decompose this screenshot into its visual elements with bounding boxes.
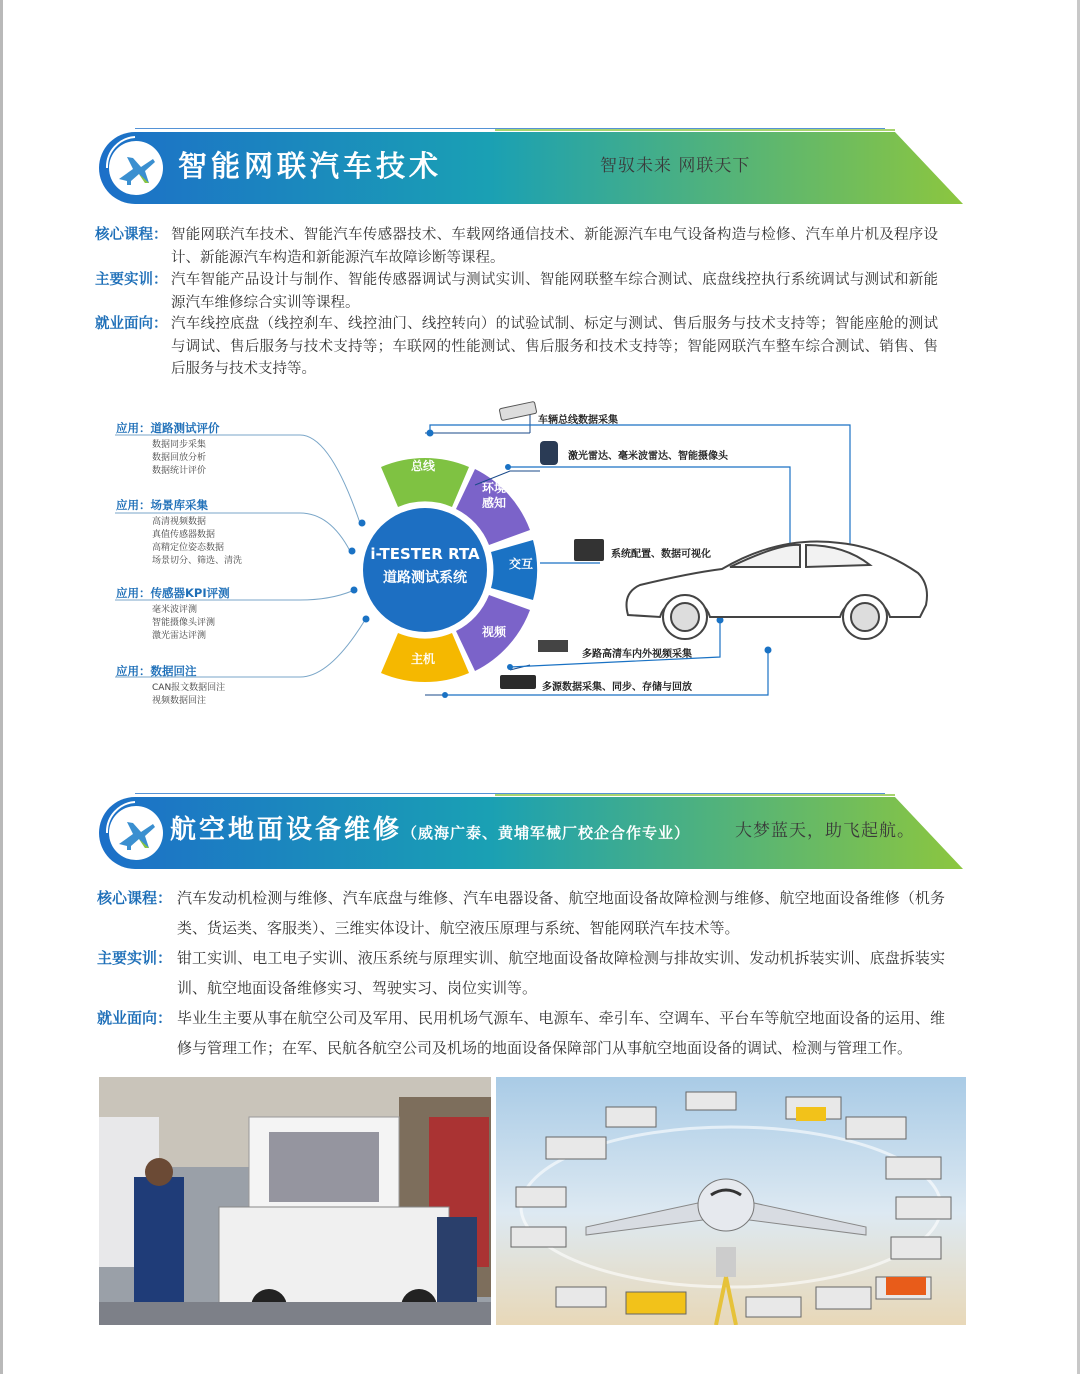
main-practice-label: 主要实训： [97, 949, 173, 967]
app-data-inject-title: 应用：数据回注 [116, 664, 197, 678]
app-road-test-item: 数据同步采集 [152, 440, 207, 450]
app-scenario-item: 场景切分、筛选、清洗 [152, 556, 243, 566]
segment-video-label: 视频 [482, 625, 507, 639]
app-road-test-item: 数据统计评价 [152, 466, 207, 476]
core-courses-label: 核心课程： [97, 889, 173, 907]
display-device-icon [574, 539, 604, 561]
section2-banner [95, 793, 965, 871]
employment-label: 就业面向： [95, 316, 168, 332]
segment-env-label-1: 环境 [482, 481, 507, 495]
ground-equipment-photo [496, 1077, 966, 1325]
section2-slogan: 大梦蓝天，助飞起航。 [735, 821, 915, 841]
device-video-label: 多路高清车内外视频采集 [582, 649, 692, 660]
radar-device-icon [540, 441, 558, 465]
rta-system-diagram [100, 395, 940, 725]
employment-text: 汽车线控底盘（线控刹车、线控油门、线控转向）的试验试制、标定与测试、售后服务与技术支持等；智能座舱的测试与调试、售后服务与技术支持等；车联网的性能测试、售后服务和技术支持等；智能网联汽车整车综合测试、销售、售后服务与技术支持等。 [171, 316, 938, 377]
main-practice-text: 汽车智能产品设计与制作、智能传感器调试与测试实训、智能网联整车综合测试、底盘线控执行系统调试与测试和新能源汽车维修综合实训等课程。 [171, 272, 938, 311]
app-data-inject-item: CAN报文数据回注 [152, 683, 226, 693]
segment-interact-label: 交互 [509, 557, 534, 571]
main-practice-text: 钳工实训、电工电子实训、液压系统与原理实训、航空地面设备故障检测与排故实训、发动机拆装实训、底盘拆装实训、航空地面设备维修实习、驾驶实习、岗位实训等。 [177, 949, 945, 997]
section2-title [170, 809, 690, 846]
section1-banner [95, 128, 965, 206]
device-radar-label: 激光雷达、毫米波雷达、智能摄像头 [568, 451, 728, 462]
employment-label: 就业面向： [97, 1009, 173, 1027]
employment-text: 毕业生主要从事在航空公司及军用、民用机场气源车、电源车、牵引车、空调车、平台车等航空地面设备的运用、维修与管理工作；在军、民航各航空公司及机场的地面设备保障部门从事航空地面设备的调试、检测与管理工作。 [177, 1009, 945, 1057]
section1-title: 智能网联汽车技术 [178, 149, 443, 183]
center-title-cn: 道路测试系统 [383, 570, 467, 586]
section2-main-practice [97, 943, 945, 1003]
section2-core-courses [97, 883, 945, 943]
main-practice-label: 主要实训： [95, 272, 168, 288]
jet-logo-icon [109, 806, 163, 860]
app-scenario-item: 高精定位姿态数据 [152, 543, 225, 553]
app-road-test-item: 数据回放分析 [152, 453, 207, 463]
core-courses-label: 核心课程： [95, 227, 168, 243]
section2-employment [97, 1003, 945, 1063]
core-courses-text: 智能网联汽车技术、智能汽车传感器技术、车载网络通信技术、新能源汽车电气设备构造与检修、汽车单片机及程序设计、新能源汽车构造和新能源汽车故障诊断等课程。 [171, 227, 938, 266]
can-device-icon [499, 401, 537, 420]
app-data-inject-item: 视频数据回注 [152, 696, 207, 706]
section1-main-practice [95, 269, 938, 314]
app-road-test-title: 应用：道路测试评价 [116, 421, 220, 435]
video-device-icon [538, 640, 568, 652]
core-courses-text: 汽车发动机检测与维修、汽车底盘与维修、汽车电器设备、航空地面设备故障检测与维修、航空地面设备维修（机务类、货运类、客服类）、三维实体设计、航空液压原理与系统、智能网联汽车技术等。 [177, 889, 945, 937]
workshop-photo [99, 1077, 491, 1325]
section1-slogan: 智驭未来 网联天下 [600, 156, 751, 176]
segment-env-label-2: 感知 [482, 496, 507, 510]
device-config-label: 系统配置、数据可视化 [611, 549, 711, 560]
section1-employment [95, 313, 938, 381]
section1-core-courses [95, 224, 938, 269]
section2-title-main: 航空地面设备维修 [170, 815, 403, 845]
device-storage-label: 多源数据采集、同步、存储与回放 [542, 682, 692, 693]
app-sensor-kpi-item: 毫米波评测 [152, 605, 198, 615]
section2-title-sub: （威海广泰、黄埔军械厂校企合作专业） [402, 824, 691, 842]
storage-device-icon [500, 675, 536, 689]
app-sensor-kpi-title: 应用：传感器KPI评测 [116, 586, 230, 600]
segment-host-label: 主机 [411, 652, 436, 666]
app-scenario-title: 应用：场景库采集 [116, 498, 208, 512]
segment-bus-label: 总线 [411, 459, 436, 473]
device-can-label: 车辆总线数据采集 [538, 415, 618, 426]
app-scenario-item: 高清视频数据 [152, 517, 207, 527]
jet-logo-icon [109, 141, 163, 195]
center-title-en: i-TESTER RTA [370, 545, 480, 563]
app-sensor-kpi-item: 激光雷达评测 [152, 631, 207, 641]
app-sensor-kpi-item: 智能摄像头评测 [152, 618, 216, 628]
app-scenario-item: 真值传感器数据 [152, 530, 216, 540]
page-edge-left [0, 0, 3, 1374]
